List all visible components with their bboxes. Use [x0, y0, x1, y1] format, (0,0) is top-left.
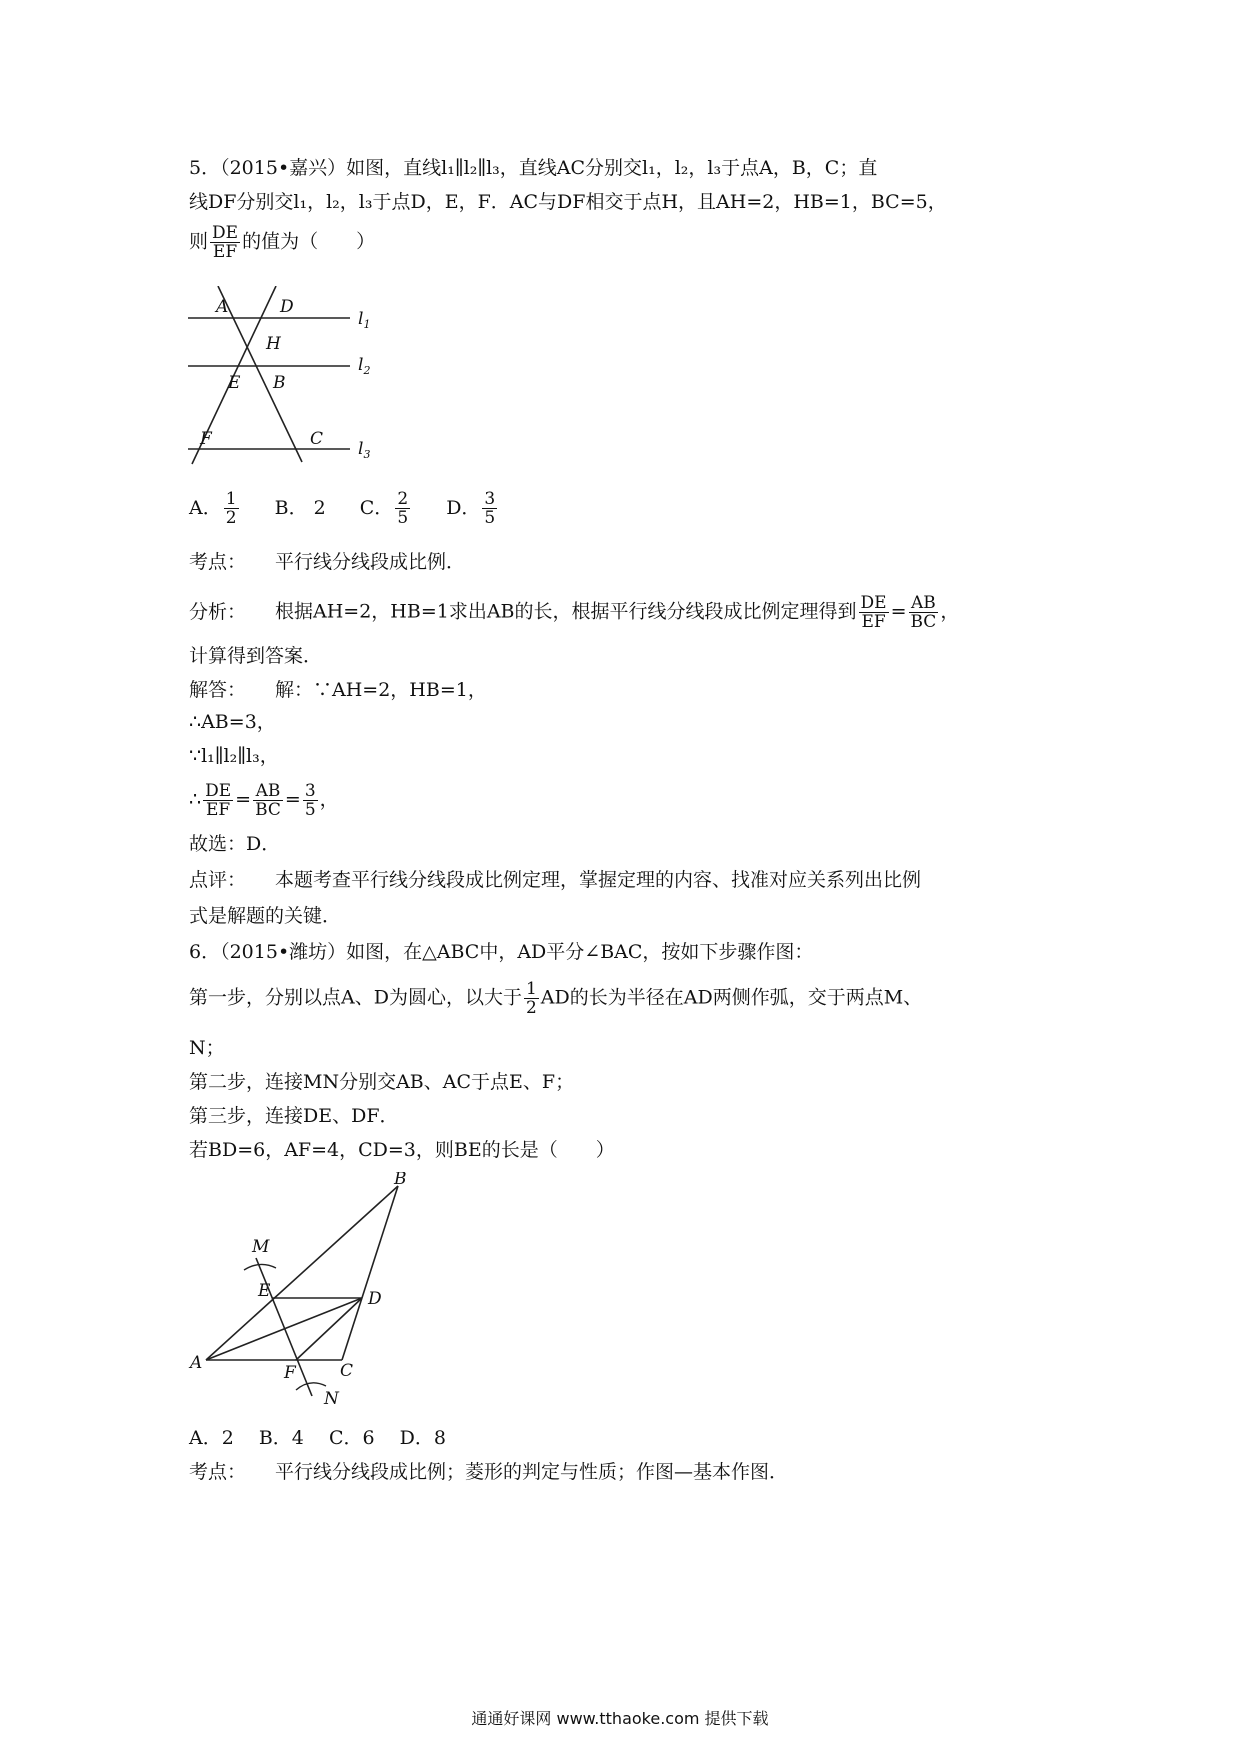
- q5-label-C: C: [310, 429, 324, 449]
- q6-label-A: A: [190, 1353, 203, 1373]
- q6-label-E: E: [258, 1281, 271, 1301]
- q6-figure: [180, 1172, 440, 1412]
- q5-option-d: D． $\frac{3}{5}$: [446, 489, 496, 528]
- q5-stem-line2: 线DF分别交l₁，l₂，l₃于点D，E，F．AC与DF相交于点H，且AH=2，HB=1，BC=5，: [189, 191, 947, 213]
- page-footer: 通通好课网 www.tthaoke.com 提供下载: [471, 1709, 769, 1728]
- q6-stem-line1: 6．（2015•潍坊）如图，在△ABC中，AD平分∠BAC，按如下步骤作图：: [189, 941, 814, 963]
- q5-label-H: H: [266, 334, 281, 354]
- q6-arc-N: [296, 1383, 326, 1390]
- q5-label-l1: $l_1$: [358, 309, 371, 331]
- q6-label-C: C: [340, 1361, 354, 1381]
- q5-stem-line1: 5．（2015•嘉兴）如图，直线l₁∥l₂∥l₃，直线AC分别交l₁，l₂，l₃于点A，B，C；直: [189, 157, 878, 179]
- q6-label-N: N: [324, 1389, 339, 1409]
- q6-step1-line2: N；: [189, 1037, 225, 1059]
- q5-jieda-line3: ∵l₁∥l₂∥l₃，: [189, 745, 279, 767]
- q5-option-c: C． $\frac{2}{5}$: [359, 489, 409, 528]
- q6-step1: 第一步，分别以点A、D为圆心，以大于 $\frac{1}{2}$ AD的长为半径在AD两侧作弧，交于两点M、: [189, 979, 923, 1018]
- q5-label-E: E: [228, 373, 241, 393]
- q5-figure: [180, 286, 390, 476]
- q5-label-A: A: [216, 297, 229, 317]
- q6-label-B: B: [394, 1172, 407, 1189]
- q6-step2: 第二步，连接MN分别交AB、AC于点E、F；: [189, 1071, 575, 1093]
- q5-fenxi: 分析： 根据AH=2，HB=1求出AB的长，根据平行线分线段成比例定理得到 $\frac{DE}{EF}$ = $\frac{AB}{BC}$ ，: [189, 593, 960, 632]
- q5-jieda-line1: 解答： 解：∵AH=2，HB=1，: [189, 679, 487, 701]
- q5-label-F: F: [200, 429, 212, 449]
- q5-dianping: 点评： 本题考查平行线分线段成比例定理，掌握定理的内容、找准对应关系列出比例: [189, 869, 922, 891]
- q6-label-M: M: [252, 1237, 270, 1257]
- q5-option-b: B． 2: [274, 496, 326, 519]
- q5-label-l3: $l_3$: [358, 439, 371, 461]
- q5-jieda-line2: ∴AB=3，: [189, 711, 276, 733]
- q6-label-F: F: [284, 1363, 296, 1383]
- q5-options: [189, 490, 527, 527]
- q6-step3: 第三步，连接DE、DF．: [189, 1105, 399, 1127]
- q5-jieda-line4: ∴ $\frac{DE}{EF}$ = $\frac{AB}{BC}$ = $\frac{3}{5}$ ，: [189, 781, 339, 820]
- q5-option-a: A． $\frac{1}{2}$: [189, 489, 237, 528]
- q6-question: 若BD=6，AF=4，CD=3，则BE的长是（ ）: [189, 1139, 615, 1161]
- q5-dianping-line2: 式是解题的关键．: [189, 905, 342, 927]
- q6-options: A．2 B．4 C．6 D．8: [189, 1427, 446, 1449]
- q5-kaodian: 考点： 平行线分线段成比例．: [189, 551, 466, 573]
- q5-stem-fraction: $\frac{DE}{EF}$: [212, 223, 239, 262]
- q5-fenxi-line2: 计算得到答案．: [189, 645, 323, 667]
- q5-guxuan: 故选：D．: [189, 833, 281, 855]
- q6-label-D: D: [368, 1289, 382, 1309]
- q5-stem-line3: 则 $\frac{DE}{EF}$ 的值为（ ）: [189, 223, 376, 262]
- q5-label-D: D: [280, 297, 294, 317]
- q6-kaodian: 考点： 平行线分线段成比例；菱形的判定与性质；作图—基本作图．: [189, 1461, 789, 1483]
- q5-label-B: B: [273, 373, 286, 393]
- q5-label-l2: $l_2$: [358, 355, 371, 377]
